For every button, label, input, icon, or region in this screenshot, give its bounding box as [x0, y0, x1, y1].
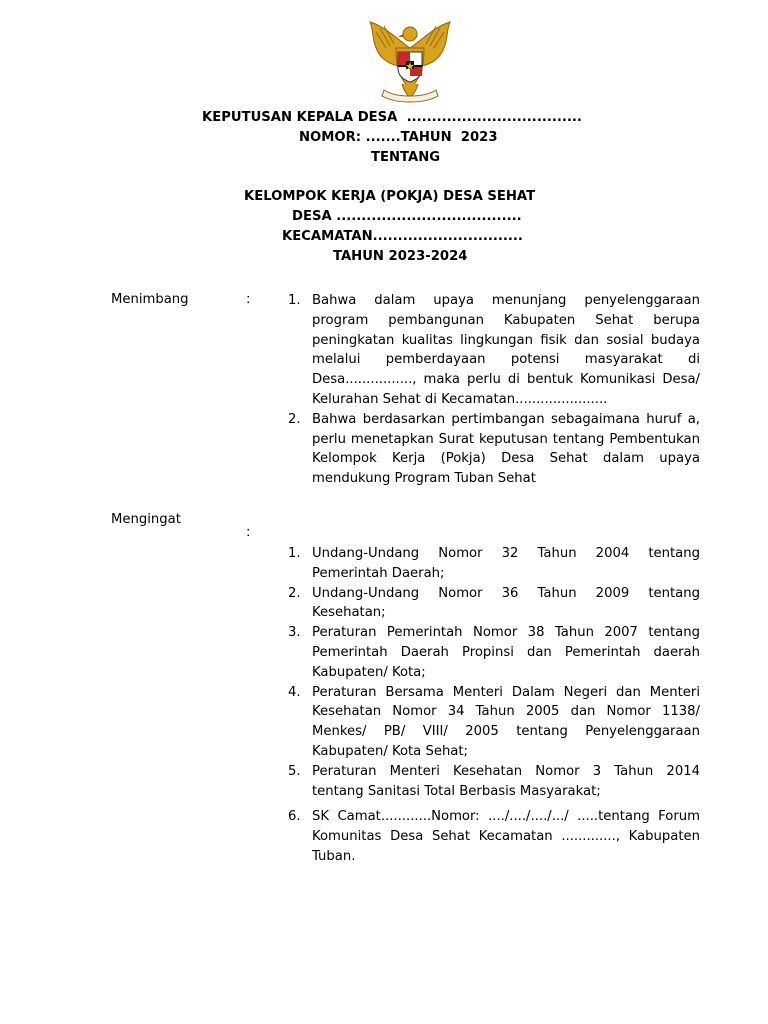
- list-text: Peraturan Pemerintah Nomor 38 Tahun 2007 tentang Pemerintah Daerah Propinsi dan Pemerintah daerah Kabupaten/ Kota;: [312, 625, 700, 680]
- list-text: Peraturan Menteri Kesehatan Nomor 3 Tahun 2014 tentang Sanitasi Total Berbasis Masyarakat;: [312, 763, 700, 799]
- list-item: [282, 623, 700, 682]
- garuda-emblem-icon: [356, 18, 464, 104]
- mengingat-label: Mengingat: [111, 512, 181, 527]
- list-item: [282, 584, 700, 624]
- list-item: [282, 683, 700, 762]
- list-number: 4.: [288, 684, 301, 700]
- menimbang-list: [282, 291, 700, 489]
- title-line-nomor: NOMOR: .......TAHUN 2023: [299, 130, 498, 145]
- list-text: SK Camat............Nomor: ..../..../..../.../ .....tentang Forum Komunitas Desa Sehat Kecamatan ............., Kabupaten Tuban.: [312, 809, 700, 864]
- list-number: 3.: [288, 625, 301, 641]
- mengingat-colon: :: [246, 525, 251, 540]
- list-text: Undang-Undang Nomor 32 Tahun 2004 tentang Pemerintah Daerah;: [312, 546, 700, 581]
- list-text: Bahwa berdasarkan pertimbangan sebagaimana huruf a, perlu menetapkan Surat keputusan tentang Pembentukan Kelompok Kerja (Pokja) Desa Sehat dalam upaya mendukung Program Tuban Sehat: [312, 411, 700, 487]
- list-item: [282, 410, 700, 489]
- list-number: 1.: [288, 546, 301, 561]
- title-line-tentang: TENTANG: [371, 150, 441, 165]
- list-item: [282, 762, 700, 802]
- title-line-pokja: KELOMPOK KERJA (POKJA) DESA SEHAT: [244, 189, 536, 204]
- list-number: 2.: [288, 411, 301, 427]
- list-item: [282, 291, 700, 410]
- menimbang-label: Menimbang: [111, 292, 189, 307]
- title-line-desa: DESA .....................................: [292, 209, 522, 224]
- mengingat-list: [282, 544, 700, 867]
- list-item: [282, 544, 700, 584]
- title-line-kecamatan: KECAMATAN..............................: [282, 229, 523, 244]
- list-number: 5.: [288, 763, 301, 779]
- list-text: Undang-Undang Nomor 36 Tahun 2009 tentang Kesehatan;: [312, 585, 700, 621]
- list-text: Bahwa dalam upaya menunjang penyelenggaraan program pembangunan Kabupaten Sehat berupa peningkatan kualitas lingkungan fisik dan sosial budaya melalui pemberdayaan potensi masyarakat di Desa................, maka perlu di bentuk Komunikasi Desa/ Kelurahan Sehat di Kecamatan......................: [312, 293, 700, 407]
- list-item: [282, 807, 700, 866]
- list-number: 1.: [288, 293, 301, 308]
- list-number: 6.: [288, 809, 301, 825]
- list-number: 2.: [288, 585, 301, 601]
- title-line-tahun: TAHUN 2023-2024: [333, 249, 468, 264]
- list-text: Peraturan Bersama Menteri Dalam Negeri dan Menteri Kesehatan Nomor 34 Tahun 2005 dan Nomor 1138/ Menkes/ PB/ VIII/ 2005 tentang Penyelenggaraan Kabupaten/ Kota Sehat;: [312, 684, 700, 759]
- menimbang-colon: :: [246, 292, 251, 307]
- title-line-keputusan: KEPUTUSAN KEPALA DESA ...................................: [202, 110, 582, 125]
